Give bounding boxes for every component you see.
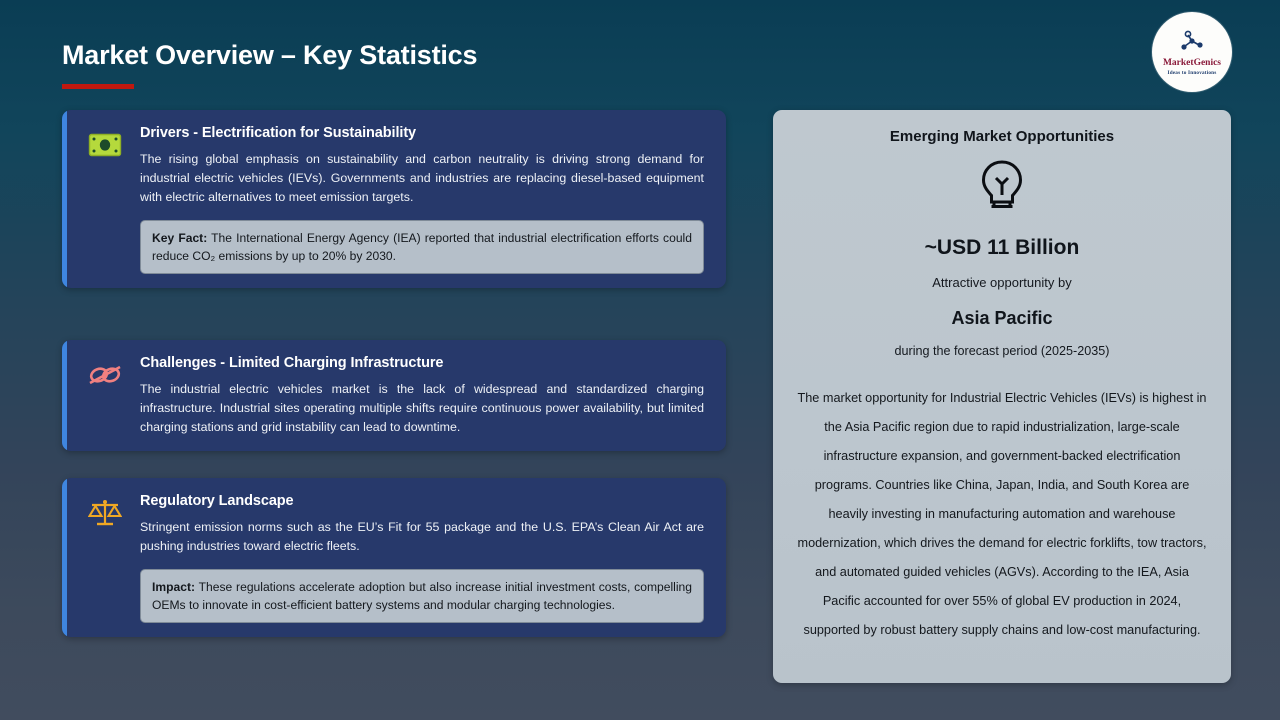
opportunity-value: ~USD 11 Billion <box>924 236 1080 259</box>
money-banknote-icon <box>86 128 124 162</box>
lightbulb-icon <box>975 159 1029 220</box>
card-title: Challenges - Limited Charging Infrastructure <box>140 355 444 371</box>
opportunity-description: The market opportunity for Industrial Electric Vehicles (IEVs) is highest in the Asia Pacific region due to rapid industrialization, large-scale infrastructure expansion, and government-backed electrification programs. Countries like China, Japan, India, and South Korea are heavily investing in manufacturing automation and warehouse modernization, which drives the demand for electric forklifts, tow tractors, and automated guided vehicles (AGVs). According to the IEA, Asia Pacific accounted for over 55% of global EV production in 2024, supported by robust battery supply chains and low-cost manufacturing. <box>797 391 1207 637</box>
company-logo <box>1152 12 1232 92</box>
card-body-text: The rising global emphasis on sustainability and carbon neutrality is driving strong demand for industrial electric vehicles (IEVs). Governments and industries are replacing diesel-based equipment with electric alternatives to meet emission targets. <box>140 152 704 204</box>
card-callout-keyfact <box>140 220 704 274</box>
opportunity-subtitle: Attractive opportunity by <box>932 275 1072 290</box>
page-title: Market Overview – Key Statistics <box>62 40 478 70</box>
balance-scales-icon <box>86 496 124 530</box>
network-nodes-icon <box>1179 29 1205 58</box>
card-body-text: The industrial electric vehicles market is the lack of widespread and standardized charging infrastructure. Industrial sites operating multiple shifts require continuous power availability, but limited charging stations and grid instability can lead to downtime. <box>140 382 704 434</box>
panel-title: Emerging Market Opportunities <box>889 128 1115 145</box>
callout-text: The International Energy Agency (IEA) reported that industrial electrification efforts could reduce CO₂ emissions by up to 20% by 2030. <box>152 230 692 264</box>
card-body-text: Stringent emission norms such as the EU’s Fit for 55 package and the U.S. EPA’s Clean Air Act are pushing industries toward electric fleets. <box>140 520 704 553</box>
card-drivers <box>62 110 726 288</box>
logo-tagline-text: Ideas to Innovations <box>1167 69 1217 76</box>
logo-brand-text: MarketGenics <box>1162 57 1222 68</box>
card-callout-impact <box>140 569 704 623</box>
emerging-market-opportunities-panel <box>773 110 1231 683</box>
callout-label: Impact: <box>152 579 196 594</box>
opportunity-region: Asia Pacific <box>951 308 1053 328</box>
title-accent-underline <box>62 84 134 89</box>
callout-label: Key Fact: <box>152 230 208 245</box>
opportunity-forecast-period: during the forecast period (2025-2035) <box>894 344 1110 358</box>
card-title: Regulatory Landscape <box>140 493 294 509</box>
broken-chain-icon <box>86 358 124 392</box>
card-title: Drivers - Electrification for Sustainability <box>140 125 417 141</box>
card-challenges <box>62 340 726 451</box>
callout-text: These regulations accelerate adoption but also increase initial investment costs, compelling OEMs to innovate in cost-efficient battery systems and modular charging technologies. <box>152 579 692 613</box>
card-regulatory <box>62 478 726 637</box>
